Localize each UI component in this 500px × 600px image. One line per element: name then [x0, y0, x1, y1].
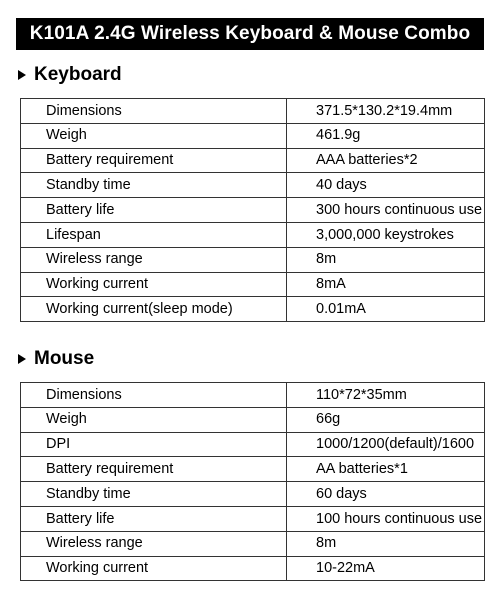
mouse-section-heading: [18, 348, 94, 370]
spec-key: Working current: [21, 556, 287, 581]
triangle-bullet-icon: [18, 70, 26, 80]
spec-key: Standby time: [21, 482, 287, 507]
spec-key: Wireless range: [21, 247, 287, 272]
table-row: [21, 247, 485, 272]
table-row: [21, 222, 485, 247]
spec-value: 60 days: [287, 482, 485, 507]
spec-value: 10-22mA: [287, 556, 485, 581]
spec-value: 0.01mA: [287, 297, 485, 322]
title-banner: [16, 18, 484, 50]
spec-key: Dimensions: [21, 383, 287, 408]
spec-value: 8m: [287, 247, 485, 272]
spec-key: Working current(sleep mode): [21, 297, 287, 322]
spec-key: Battery life: [21, 506, 287, 531]
spec-value: AA batteries*1: [287, 457, 485, 482]
keyboard-section-title: Keyboard: [34, 64, 122, 85]
table-row: [21, 198, 485, 223]
spec-key: Weigh: [21, 123, 287, 148]
spec-value: 461.9g: [287, 123, 485, 148]
spec-key: DPI: [21, 432, 287, 457]
table-row: [21, 407, 485, 432]
mouse-spec-table: [20, 382, 485, 581]
keyboard-section-heading: [18, 64, 122, 86]
table-row: [21, 506, 485, 531]
table-row: [21, 148, 485, 173]
table-row: [21, 383, 485, 408]
keyboard-spec-table: [20, 98, 485, 322]
mouse-section-title: Mouse: [34, 348, 95, 369]
table-row: [21, 482, 485, 507]
spec-value: 300 hours continuous use: [287, 198, 485, 223]
spec-key: Lifespan: [21, 222, 287, 247]
spec-value: 8mA: [287, 272, 485, 297]
spec-key: Weigh: [21, 407, 287, 432]
spec-key: Battery requirement: [21, 148, 287, 173]
triangle-bullet-icon: [18, 354, 26, 364]
table-row: [21, 272, 485, 297]
table-row: [21, 99, 485, 124]
spec-value: 100 hours continuous use: [287, 506, 485, 531]
spec-value: 371.5*130.2*19.4mm: [287, 99, 485, 124]
table-row: [21, 556, 485, 581]
table-row: [21, 173, 485, 198]
spec-key: Wireless range: [21, 531, 287, 556]
spec-value: 66g: [287, 407, 485, 432]
spec-value: AAA batteries*2: [287, 148, 485, 173]
spec-value: 3,000,000 keystrokes: [287, 222, 485, 247]
table-row: [21, 531, 485, 556]
spec-key: Battery requirement: [21, 457, 287, 482]
spec-value: 1000/1200(default)/1600: [287, 432, 485, 457]
spec-key: Working current: [21, 272, 287, 297]
spec-value: 110*72*35mm: [287, 383, 485, 408]
table-row: [21, 457, 485, 482]
spec-key: Battery life: [21, 198, 287, 223]
page-title: K101A 2.4G Wireless Keyboard & Mouse Combo: [29, 23, 471, 44]
table-row: [21, 297, 485, 322]
table-row: [21, 432, 485, 457]
spec-value: 40 days: [287, 173, 485, 198]
table-row: [21, 123, 485, 148]
spec-key: Dimensions: [21, 99, 287, 124]
spec-key: Standby time: [21, 173, 287, 198]
spec-value: 8m: [287, 531, 485, 556]
